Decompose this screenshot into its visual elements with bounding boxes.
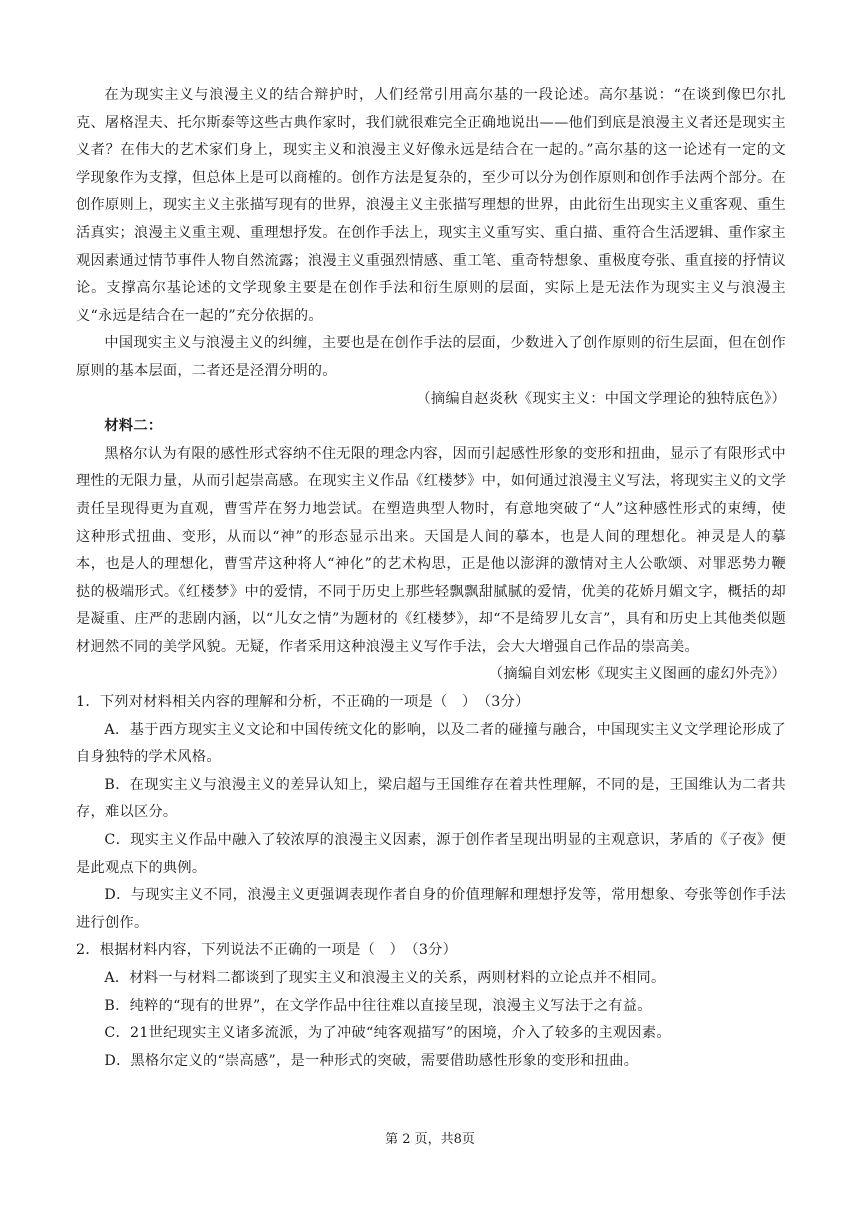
question-1-option-a: A．基于西方现实主义文论和中国传统文化的影响，以及二者的碰撞与融合，中国现实主义文学理论形成了自身独特的学术风格。 (76, 721, 786, 766)
material2-heading: 材料二： (104, 418, 163, 435)
page-content (76, 82, 786, 1075)
material1-source: （摘编自赵炎秋《现实主义：中国文学理论的独特底色》） (416, 390, 786, 407)
question-2-option-a: A．材料一与材料二都谈到了现实主义和浪漫主义的关系，两则材料的立论点并不相同。 (104, 970, 666, 986)
material1-paragraph-1: 在为现实主义与浪漫主义的结合辩护时，人们经常引用高尔基的一段论述。高尔基说：“在谈到像巴尔扎克、屠格涅夫、托尔斯泰等这些古典作家时，我们就很难完全正确地说出——他们到底是浪漫主义者还是现实主义者？在伟大的艺术家们身上，现实主义和浪漫主义好像永远是结合在一起的。”高尔基的这一论述有一定的文学现象作为支撑，但总体上是可以商榷的。创作方法是复杂的，至少可以分为创作原则和创作手法两个部分。在创作原则上，现实主义主张描写现有的世界，浪漫主义主张描写理想的世界，由此衍生出现实主义重客观、重生活真实；浪漫主义重主观、重理想抒发。在创作手法上，现实主义重写实、重白描、重符合生活逻辑、重作家主观因素通过情节事件人物自然流露；浪漫主义重强烈情感、重工笔、重奇特想象、重极度夸张、重直接的抒情议论。支撑高尔基论述的文学现象主要是在创作手法和衍生原则的层面，实际上是无法作为现实主义与浪漫主义“永远是结合在一起的”充分依据的。 (76, 87, 786, 324)
material2-source: （摘编自刘宏彬《现实主义图画的虚幻外壳》） (488, 666, 786, 683)
question-2-option-d: D．黑格尔定义的“崇高感”，是一种形式的突破，需要借助感性形象的变形和扭曲。 (104, 1052, 639, 1069)
question-1-option-d: D．与现实主义不同，浪漫主义更强调表现作者自身的价值理解和理想抒发等，常用想象、夸张等创作手法进行创作。 (76, 887, 786, 931)
question-1-stem: 1．下列对材料相关内容的理解和分析，不正确的一项是（ ） （3分） (76, 694, 530, 711)
question-2-stem: 2．根据材料内容，下列说法不正确的一项是（ ） （3分） (76, 942, 458, 959)
material2-paragraph: 黑格尔认为有限的感性形式容纳不住无限的理念内容，因而引起感性形象的变形和扭曲，显示了有限形式中理性的无限力量，从而引起崇高感。在现实主义作品《红楼梦》中，如何通过浪漫主义写法，将现实主义的文学责任呈现得更为直观，曹雪芹在努力地尝试。在塑造典型人物时，有意地突破了“人”这种感性形式的束缚，使这种形式扭曲、变形，从而以“神”的形态显示出来。天国是人间的摹本，也是人间的理想化。神灵是人的摹本，也是人的理想化，曹雪芹这种将人“神化”的艺术构思，正是他以澎湃的激情对主人公歌颂、对罪恶势力鞭挞的极端形式。《红楼梦》中的爱情，不同于历史上那些轻飘飘甜腻腻的爱情，优美的花娇月媚文字，概括的却是凝重、庄严的悲剧内涵，以“儿女之情”为题材的《红楼梦》，却“不是绮罗儿女言”，具有和历史上其他类似题材迥然不同的美学风貌。无疑，作者采用这种浪漫主义写作手法，会大大增强自己作品的崇高美。 (76, 445, 786, 655)
material1-paragraph-2: 中国现实主义与浪漫主义的纠缠，主要也是在创作手法的层面，少数进入了创作原则的衍生层面，但在创作原则的基本层面，二者还是泾渭分明的。 (76, 335, 786, 379)
question-2-option-b: B．纯粹的“现有的世界”，在文学作品中往往难以直接呈现，浪漫主义写法于之有益。 (104, 997, 652, 1014)
question-2-option-c: C．21世纪现实主义诸多流派，为了冲破“纯客观描写”的困境，介入了较多的主观因素。 (104, 1025, 671, 1042)
question-1-option-b: B．在现实主义与浪漫主义的差异认知上，梁启超与王国维存在着共性理解，不同的是，王国维认为二者共存，难以区分。 (76, 776, 786, 821)
page-footer: 第 2 页，共8页 (385, 1132, 475, 1147)
question-1-option-c: C．现实主义作品中融入了较浓厚的浪漫主义因素，源于创作者呈现出明显的主观意识，茅盾的《子夜》便是此观点下的典例。 (76, 832, 786, 876)
